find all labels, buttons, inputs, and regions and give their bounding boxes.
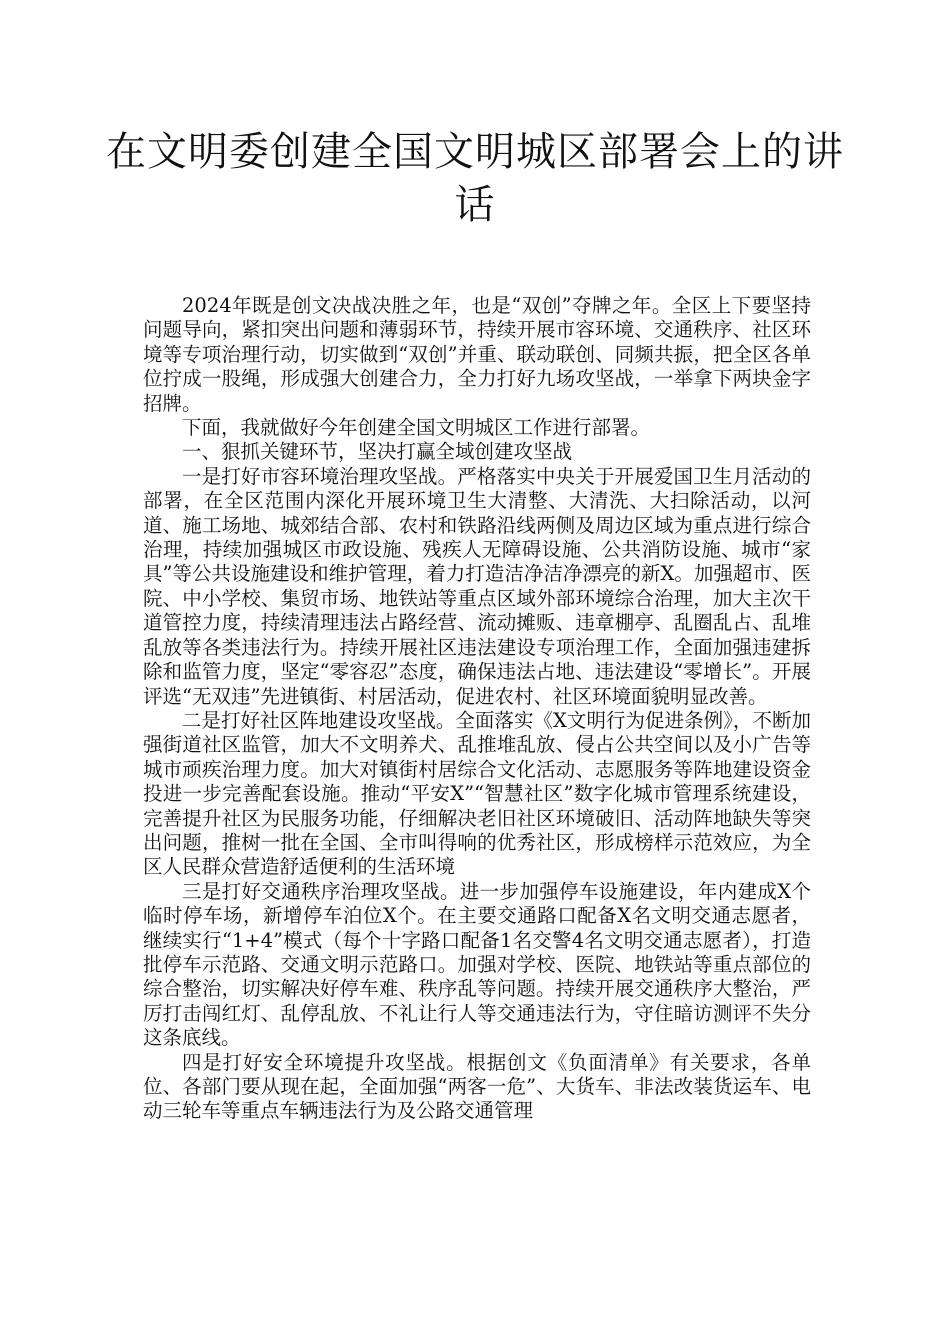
section-heading-1: 一、狠抓关键环节，坚决打赢全域创建攻坚战 xyxy=(182,440,573,464)
paragraph-item-1: 一是打好市容环境治理攻坚战。严格落实中央关于开展爱国卫生月活动的部署，在全区范围内深化开展环境卫生大清整、大清洗、大扫除活动，以河道、施工场地、城郊结合部、农村和铁路沿线两侧及周边区域为重点进行综合治理，持续加强城区市政设施、残疾人无障碍设施、公共消防设施、城市“家具”等公共设施建设和维护管理，着力打造洁净洁净漂亮的新X。加强超市、医院、中小学校、集贸市场、地铁站等重点区域外部环境综合治理，加大主次干道管控力度，持续清理违法占路经营、流动摊贩、违章棚亭、乱圈乱占、乱堆乱放等各类违法行为。持续开展社区违法建设专项治理工作，全面加强违建拆除和监管力度，坚定“零容忍”态度，确保违法占地、违法建设“零增长”。开展评选“无双违”先进镇街、村居活动，促进农村、社区环境面貌明显改善。 xyxy=(143,464,811,708)
document-body xyxy=(143,294,811,1124)
paragraph-item-4: 四是打好安全环境提升攻坚战。根据创文《负面清单》有关要求，各单位、各部门要从现在起，全面加强“两客一危”、大货车、非法改装货运车、电动三轮车等重点车辆违法行为及公路交通管理 xyxy=(143,1050,811,1123)
document-title: 在文明委创建全国文明城区部署会上的讲话 xyxy=(106,129,844,228)
paragraph-intro: 2024年既是创文决战决胜之年，也是“双创”夺牌之年。全区上下要坚持问题导向，紧扣突出问题和薄弱环节，持续开展市容环境、交通秩序、社区环境等专项治理行动，切实做到“双创”并重、联动联创、同频共振，把全区各单位拧成一股绳，形成强大创建合力，全力打好九场攻坚战，一举拿下两块金字招牌。 xyxy=(143,294,811,415)
paragraph-transition: 下面，我就做好今年创建全国文明城区工作进行部署。 xyxy=(182,416,651,440)
paragraph-item-3: 三是打好交通秩序治理攻坚战。进一步加强停车设施建设，年内建成X个临时停车场，新增停车泊位X个。在主要交通路口配备X名文明交通志愿者，继续实行“1+4”模式（每个十字路口配备1名交警4名文明交通志愿者），打造批停车示范路、交通文明示范路口。加强对学校、医院、地铁站等重点部位的综合整治，切实解决好停车难、秩序乱等问题。持续开展交通秩序大整治，严厉打击闯红灯、乱停乱放、不礼让行人等交通违法行为，守住暗访测评不失分这条底线。 xyxy=(143,879,811,1050)
paragraph-item-2: 二是打好社区阵地建设攻坚战。全面落实《X文明行为促进条例》，不断加强街道社区监管，加大不文明养犬、乱推堆乱放、侵占公共空间以及小广告等城市顽疾治理力度。加大对镇街村居综合文化活动、志愿服务等阵地建设资金投进一步完善配套设施。推动“平安X”“智慧社区”数字化城市管理系统建设，完善提升社区为民服务功能，仔细解决老旧社区环境破旧、活动阵地缺失等突出问题，推树一批在全国、全市叫得响的优秀社区，形成榜样示范效应，为全区人民群众营造舒适便利的生活环境 xyxy=(143,708,811,879)
